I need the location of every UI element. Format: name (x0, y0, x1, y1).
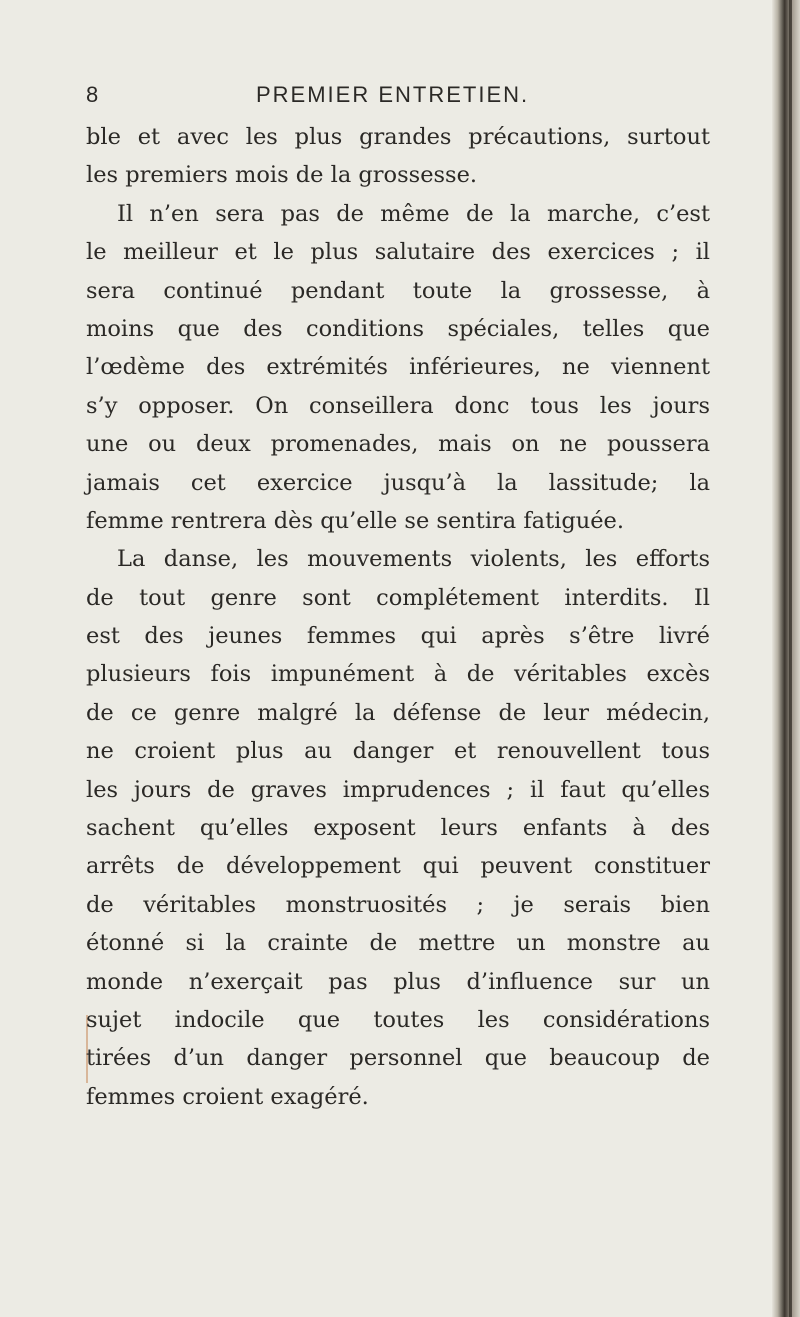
text-line: est des jeunes femmes qui après s’être livré (86, 623, 710, 650)
text-line: plusieurs fois impunément à de véritables excès (86, 661, 710, 688)
text-line: tirées d’un danger personnel que beaucoup de (86, 1045, 710, 1072)
text-line: l’œdème des extrémités inférieures, ne viennent (86, 354, 710, 381)
text-line: ble et avec les plus grandes précautions, surtout (86, 124, 710, 150)
running-head: PREMIER ENTRETIEN. (256, 82, 530, 107)
text-line: étonné si la crainte de mettre un monstre au (86, 930, 710, 957)
page-number: 8 (86, 82, 100, 107)
text-line: sera continué pendant toute la grossesse, à (86, 277, 710, 304)
text-line: de tout genre sont complétement interdits. Il (86, 584, 710, 611)
text-line: de ce genre malgré la défense de leur médecin, (86, 699, 710, 726)
text-line: s’y opposer. On conseillera donc tous les jours (86, 392, 710, 419)
text-line: ne croient plus au danger et renouvellent tous (86, 738, 710, 765)
page-header (86, 82, 706, 112)
text-line: les jours de graves imprudences ; il faut qu’elles (86, 776, 710, 803)
page-binding-shadow (789, 0, 792, 1317)
text-line: monde n’exerçait pas plus d’influence sur un (86, 968, 710, 995)
text-line: La danse, les mouvements violents, les efforts (117, 546, 710, 573)
page-binding-edge (772, 0, 800, 1317)
text-line: le meilleur et le plus salutaire des exercices ; il (86, 239, 710, 266)
text-line: femme rentrera dès qu’elle se sentira fatiguée. (86, 507, 625, 534)
text-line: arrêts de développement qui peuvent constituer (86, 853, 710, 880)
text-line: sachent qu’elles exposent leurs enfants à des (86, 815, 710, 842)
text-line: moins que des conditions spéciales, telles que (86, 315, 710, 342)
text-line: jamais cet exercice jusqu’à la lassitude; la (86, 469, 710, 496)
text-line: de véritables monstruosités ; je serais bien (86, 891, 710, 918)
text-line: les premiers mois de la grossesse. (86, 162, 478, 189)
text-line: femmes croient exagéré. (86, 1083, 369, 1110)
body-text (86, 118, 710, 1116)
text-line: une ou deux promenades, mais on ne poussera (86, 431, 710, 458)
text-line: sujet indocile que toutes les considérations (86, 1006, 710, 1033)
text-line: Il n’en sera pas de même de la marche, c’est (117, 200, 710, 227)
